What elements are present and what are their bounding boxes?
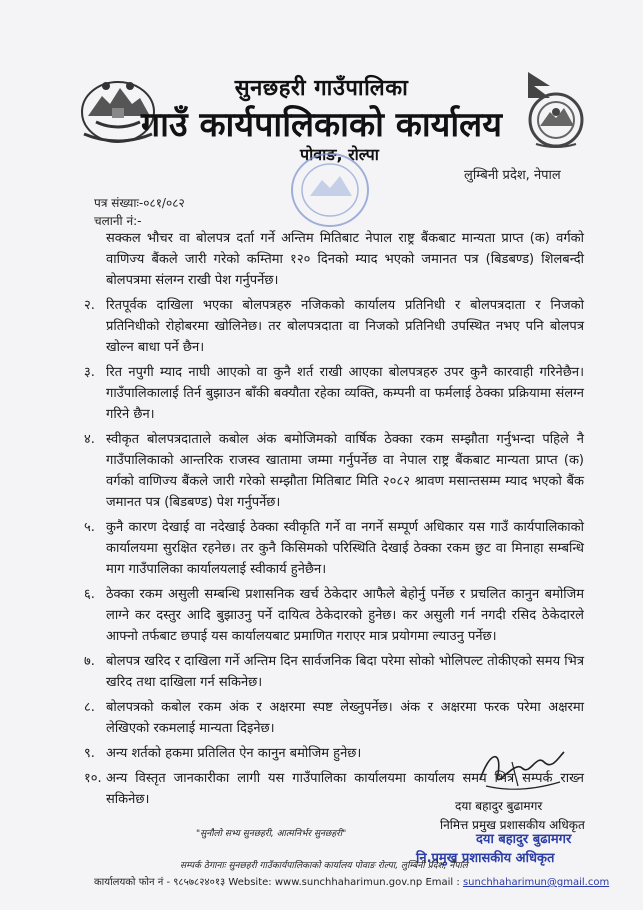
footer-contact	[94, 874, 609, 888]
item-number: ३.	[84, 365, 95, 380]
item-text: सक्कल भौचर वा बोलपत्र दर्ता गर्ने अन्तिम मितिबाट नेपाल राष्ट्र बैंकबाट मान्यता प्राप्त (क) वर्गको वाणिज्य बैंकले जारी गरेको कम्तिमा १२० दिनको म्याद भएको जमानत पत्र (बिडबण्ड) शिलबन्दी बोलपत्रमा संलग्न राखी पेश गर्नुपर्नेछ।	[106, 231, 584, 288]
office-location: पोवाङ, रोल्पा	[300, 145, 379, 164]
signatory-title: निमित्त प्रमुख प्रशासकीय अधिकृत	[440, 818, 585, 832]
item-text: रितपूर्वक दाखिला भएका बोलपत्रहरु नजिकको कार्यालय प्रतिनिधी र बोलपत्रदाता र निजको प्रतिनिधीको रोहोबरमा खोलिनेछ। तर बोलपत्रदाता वा निजको प्रतिनिधी उपस्थित नभए पनि बोलपत्र खोल्न बाधा पर्ने छैन।	[106, 298, 584, 355]
item-text: ठेक्का रकम असुली सम्बन्धि प्रशासनिक खर्च ठेकेदार आफैले बेहोर्नु पर्नेछ र प्रचलित कानुन बमोजिम लाग्ने कर दस्तुर आदि बुझाउनु पर्ने दायित्व ठेकेदारको हुनेछ। कर असुली गर्न नगदी रसिद ठेकेदारले आफ्नो तर्फबाट छपाई यस कार्यालयबाट प्रमाणित गराएर मात्र प्रयोगमा ल्याउनु पर्नेछ।	[106, 587, 584, 644]
list-item	[84, 517, 584, 580]
item-text: बोलपत्रको कबोल रकम अंक र अक्षरमा स्पष्ट लेख्नुपर्नेछ। अंक र अक्षरमा फरक परेमा अक्षरमा लेखिएको रकमलाई मान्यता दिइनेछ।	[106, 700, 584, 736]
item-number: ४.	[84, 432, 95, 447]
list-item	[84, 429, 584, 513]
item-text: बोलपत्र खरिद र दाखिला गर्ने अन्तिम दिन सार्वजनिक बिदा परेमा सोको भोलिपल्ट तोकीएको समय भित्र खरिद तथा दाखिला गर्न सकिनेछ।	[106, 654, 584, 690]
reference-number: पत्र संख्याः-०८१/०८२	[94, 196, 185, 210]
province-text: लुम्बिनी प्रदेश, नेपाल	[464, 168, 561, 183]
footer-address: सम्पर्क ठेगानाः सुनछहरी गाउँकार्यपालिकाको कार्यालय पोवाङ रोल्पा, लुम्बिनी प्रदेश, नेपाल	[180, 861, 468, 871]
item-text: अन्य विस्तृत जानकारीका लागी यस गाउँपालिका कार्यालयमा कार्यालय समय भित्र सम्पर्क राख्न सकिनेछ।	[106, 771, 584, 807]
item-number: १०.	[84, 771, 102, 786]
email-label: Email :	[425, 877, 460, 888]
municipality-name: सुनछहरी गाउँपालिका	[234, 76, 409, 101]
list-item	[84, 651, 584, 693]
signature-scribble	[472, 740, 568, 798]
item-number: ९.	[84, 746, 95, 761]
website-label: Website:	[228, 877, 272, 888]
item-number: ७.	[84, 654, 95, 669]
list-item	[84, 362, 584, 425]
item-text: कुनै कारण देखाई वा नदेखाई ठेक्का स्वीकृति गर्ने वा नगर्ने सम्पूर्ण अधिकार यस गाउँ कार्यपालिकाको कार्यालयमा सुरक्षित रहनेछ। तर कुनै किसिमको परिस्थिति देखाई ठेक्का रकम छुट वा मिनाहा सम्बन्धि माग गाउँपालिका कार्यालयलाई स्वीकार्य हुनेछैन।	[106, 520, 584, 577]
item-number: २.	[84, 298, 95, 313]
list-item	[84, 228, 584, 291]
signatory-name: दया बहादुर बुढामगर	[455, 799, 543, 813]
stamp-title: नि.प्रमुख प्रशासकीय अधिकृत	[416, 851, 555, 866]
footer-motto: "सुनौलो सभ्य सुनछहरी, आत्मनिर्भर सुनछहरी"	[196, 829, 347, 839]
list-item	[84, 295, 584, 358]
item-text: रित नपुगी म्याद नाघी आएको वा कुनै शर्त राखी आएका बोलपत्रहरु उपर कुनै कारवाही गरिनेछैन। गाउँपालिकालाई तिर्न बुझाउन बाँकी बक्यौता रहेका व्यक्ति, कम्पनी वा फर्मलाई ठेक्का प्रक्रियामा संलग्न गरिने छैन।	[106, 365, 584, 422]
item-text: स्वीकृत बोलपत्रदाताले कबोल अंक बमोजिमको वार्षिक ठेक्का रकम सम्झौता गर्नुभन्दा पहिले नै गाउँपालिकाको आन्तरिक राजस्व खातामा जम्मा गर्नुपर्नेछ वा नेपाल राष्ट्र बैंकबाट मान्यता प्राप्त (क) वर्गको वाणिज्य बैंकले जारी गरेको सम्झौता मितिबाट मिति २०८२ श्रावण मसान्तसम्म म्याद भएको बैंक जमानत पत्र (बिडबण्ड) पेश गर्नुपर्नेछ।	[106, 432, 584, 510]
footer-phone: कार्यालयको फोन नं - ९८५७८२४०१३	[94, 877, 226, 888]
office-seal-icon	[276, 150, 384, 230]
office-name: गाउँ कार्यपालिकाको कार्यालय	[141, 105, 502, 145]
item-text: अन्य शर्तको हकमा प्रतिलित ऐन कानुन बमोजिम हुनेछ।	[106, 746, 362, 761]
dispatch-number: चलानी नं:-	[94, 214, 142, 228]
terms-list	[84, 228, 584, 814]
email-link[interactable]: sunchhaharimun@gmail.com	[462, 877, 610, 888]
list-item	[84, 584, 584, 647]
item-number: ५.	[84, 520, 95, 535]
item-number: ८.	[84, 700, 95, 715]
list-item	[84, 697, 584, 739]
stamp-name: दया बहादुर बुढामगर	[476, 832, 572, 847]
item-number: ६.	[84, 587, 95, 602]
website-link[interactable]: www.sunchhaharimun.gov.np	[274, 877, 423, 888]
